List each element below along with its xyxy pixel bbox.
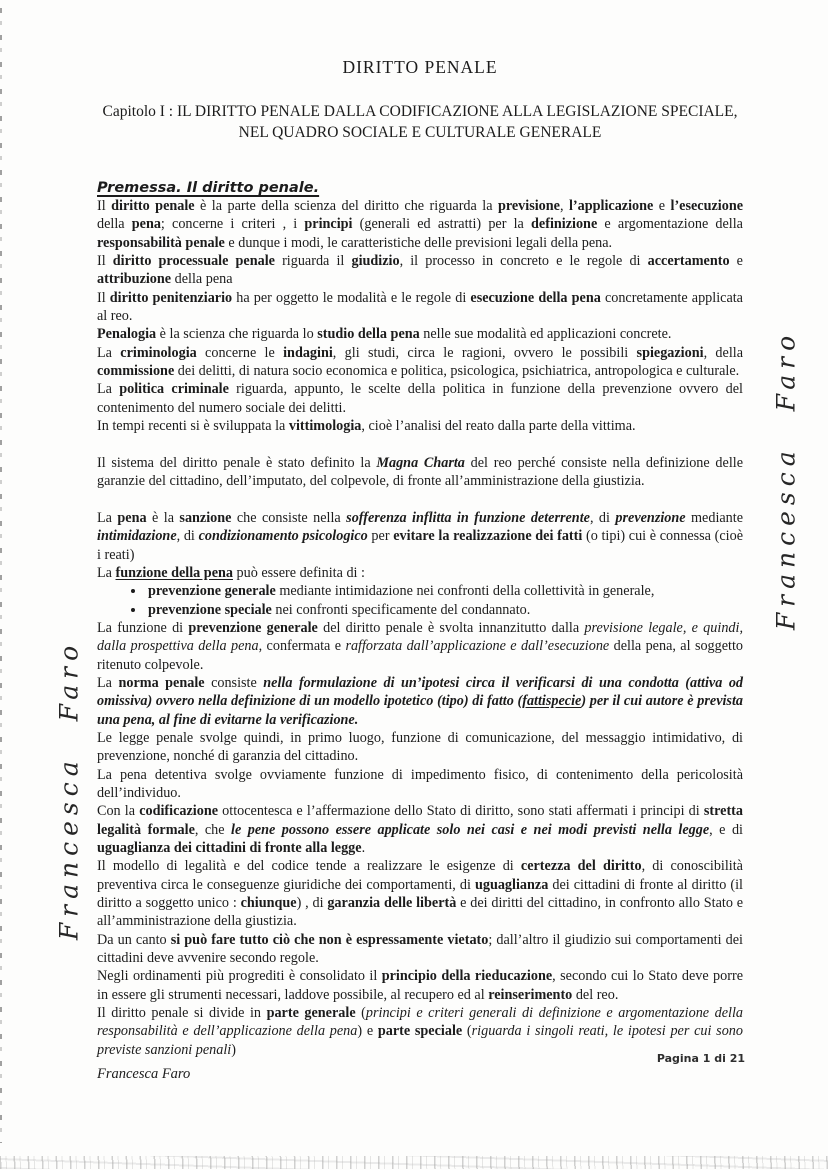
paragraph: [97, 197, 743, 252]
paragraph: [97, 931, 743, 968]
text-run: ; concerne i criteri , i: [160, 216, 305, 233]
text-run: ) e: [357, 1023, 378, 1040]
text-run: ha per oggetto le modalità e le regole di: [232, 289, 471, 306]
text-run: sanzione: [179, 509, 232, 526]
text-run: nella formulazione di un’ipotesi circa il verificarsi di una condotta (attiva od omissiva) ovvero nella definizione di un modello ipotetico (tipo) di fatto (: [97, 674, 744, 710]
text-run: previsione: [497, 198, 560, 214]
text-run: stretta legalità formale: [97, 803, 744, 838]
paragraph-gap: [97, 435, 743, 453]
text-run: ) per il cui autore è prevista una pena, al fine di evitarne la verificazione.: [97, 693, 743, 728]
text-run: Il sistema del diritto penale è stato definito la: [97, 454, 377, 471]
text-run: mediante: [685, 509, 744, 526]
text-run: , cioè l’analisi del reato dalla parte della vittima.: [361, 418, 636, 435]
text-run: l’applicazione: [568, 198, 654, 214]
text-run: reinserimento: [488, 986, 573, 1003]
text-run: Il: [97, 289, 110, 306]
paragraph: [97, 564, 743, 582]
text-run: La funzione di: [97, 619, 189, 636]
text-run: indagini: [283, 344, 333, 361]
text-run: La pena detentiva svolge ovviamente funzione di impedimento fisico, di contenimento della pericolosità dell’individuo.: [97, 766, 743, 801]
text-run: prevenzione speciale: [148, 601, 272, 618]
text-run: , e di: [709, 821, 743, 838]
text-run: diritto processuale penale: [112, 253, 275, 270]
text-run: Il: [97, 253, 113, 270]
chapter-heading: Capitolo I : IL DIRITTO PENALE DALLA CODIFICAZIONE ALLA LEGISLAZIONE SPECIALE, NEL QUADRO SOCIALE E CULTURALE GENERALE: [102, 103, 738, 141]
text-run: ; dall’altro il giudizio sui comportamenti dei cittadini deve avvenire secondo regole.: [97, 931, 743, 967]
text-run: uguaglianza dei cittadini di fronte alla legge: [97, 840, 362, 857]
document-title: DIRITTO PENALE: [342, 57, 498, 77]
text-run: concretamente applicata al reo.: [97, 289, 743, 325]
text-run: (: [355, 1005, 366, 1022]
text-run: giudizio: [351, 253, 400, 270]
bullet-list: [97, 582, 743, 619]
text-run: norma penale: [118, 674, 205, 691]
bullet-item: [146, 582, 743, 600]
text-run: studio della pena: [317, 326, 420, 343]
paragraph: [97, 289, 743, 326]
watermark-left: Francesca Faro: [54, 639, 84, 941]
text-run: rafforzata dall’applicazione e dall’esecuzione: [345, 638, 610, 655]
section-heading-wrap: [97, 143, 743, 197]
text-run: dei cittadini di fronte al diritto (il diritto a soggetto unico :: [97, 876, 743, 912]
text-run: Con la: [97, 803, 140, 820]
text-run: riguarda i singoli reati, le ipotesi per cui sono previste sanzioni penali: [97, 1023, 743, 1058]
text-run: pena: [131, 216, 161, 233]
paragraph: [97, 674, 743, 729]
text-run: La: [97, 344, 121, 361]
text-run: commissione: [97, 363, 175, 380]
text-run: (: [462, 1023, 472, 1040]
text-run: dei delitti, di natura socio economica e politica, psicologica, psichiatrica, antropologica e culturale.: [174, 363, 740, 380]
paragraph: [97, 857, 743, 930]
text-run: fattispecie: [522, 693, 582, 710]
text-run: e dunque i modi, le caratteristiche delle previsioni legali della pena.: [224, 234, 613, 251]
text-run: parte speciale: [377, 1023, 463, 1040]
text-run: consiste: [204, 674, 264, 691]
text-run: riguarda, appunto, le scelte della politica in funzione della prevenzione ovvero del contenimento del numero sociale dei delitti.: [97, 381, 743, 416]
text-run: .: [361, 840, 366, 857]
text-run: e dei diritti del cittadino, in confronto allo Stato e all’amministrazione della giustizia.: [97, 895, 744, 930]
paragraph: [97, 325, 743, 343]
text-run: responsabilità penale: [97, 234, 225, 251]
scan-noise-artifact: [0, 1156, 828, 1169]
paragraph: [97, 252, 743, 289]
text-run: La: [97, 674, 119, 691]
text-run: principi: [304, 216, 353, 233]
text-run: Magna Charta: [376, 454, 465, 471]
text-run: Il modello di legalità e del codice tende a realizzare le esigenze di: [97, 858, 521, 875]
text-run: evitare la realizzazione dei fatti: [393, 528, 583, 545]
text-run: La: [97, 509, 118, 526]
text-run: politica criminale: [119, 381, 229, 398]
document-body: [97, 197, 743, 1059]
text-run: , secondo cui lo Stato deve porre in essere gli strumenti necessari, laddove possibile, al recupero ed al: [97, 968, 743, 1003]
text-run: parte generale: [266, 1005, 356, 1022]
text-run: , il processo in concreto e le regole di: [399, 253, 648, 270]
text-run: riguarda il: [274, 253, 352, 270]
paragraph-gap: [97, 491, 743, 509]
paragraph: [97, 766, 743, 803]
text-run: principi e criteri generali di definizione e argomentazione della responsabilità e dell’applicazione della pena: [97, 1005, 744, 1040]
text-run: è la: [146, 509, 180, 526]
text-run: , della: [703, 344, 743, 361]
text-run: prevenzione: [615, 509, 686, 526]
text-run: Le legge penale svolge quindi, in primo luogo, funzione di comunicazione, del messaggio intimidativo, di prevenzione, nonché di garanzia del cittadino.: [97, 729, 743, 765]
section-heading: Premessa. Il diritto penale.: [97, 180, 320, 196]
text-run: della: [97, 216, 132, 233]
paragraph: [97, 967, 743, 1004]
page-number: Pagina 1 di 21: [656, 1052, 745, 1065]
text-run: , di: [176, 528, 199, 545]
paragraph: [97, 802, 743, 857]
paragraph: [97, 509, 743, 564]
text-run: certezza del diritto: [520, 858, 642, 875]
text-run: diritto penale: [111, 198, 195, 214]
text-run: è la parte della scienza del diritto che riguarda la: [194, 198, 498, 214]
text-run: pena: [117, 509, 147, 526]
paragraph: [97, 380, 743, 417]
text-run: chiunque: [240, 895, 297, 912]
text-run: spiegazioni: [636, 344, 704, 361]
text-run: Da un canto: [97, 931, 171, 948]
text-run: le pene possono essere applicate solo nei casi e nei modi previsti nella legge: [231, 821, 710, 838]
text-run: Negli ordinamenti più progrediti è consolidato il: [97, 968, 382, 985]
text-run: per: [367, 528, 394, 545]
text-run: concerne le: [196, 344, 284, 361]
scan-edge-artifact: [0, 8, 2, 1143]
text-run: ): [231, 1041, 236, 1058]
text-run: può essere definita di :: [232, 564, 365, 581]
text-run: Il diritto penale si divide in: [97, 1005, 267, 1022]
text-run: sofferenza inflitta in funzione deterrente: [346, 509, 590, 526]
text-run: diritto penitenziario: [109, 289, 233, 306]
text-run: definizione: [531, 216, 598, 233]
text-run: e: [653, 198, 671, 214]
text-run: è la scienza che riguarda lo: [156, 326, 318, 343]
text-run: della pena, al soggetto ritenuto colpevole.: [97, 638, 744, 673]
text-run: attribuzione: [97, 271, 172, 288]
text-run: Il: [97, 198, 112, 214]
text-run: nelle sue modalità ed applicazioni concrete.: [419, 326, 672, 343]
paragraph: [97, 417, 743, 435]
text-run: della pena: [171, 271, 233, 288]
paragraph: [97, 729, 743, 766]
paragraph: [97, 1004, 743, 1059]
watermark-right: Francesca Faro: [771, 329, 801, 631]
text-run: del reo perché consiste nella definizione delle garanzie del cittadino, dell’imputato, del colpevole, di fronte all’amministrazione della giustizia.: [97, 454, 743, 490]
text-run: intimidazione: [97, 528, 177, 545]
text-run: In tempi recenti si è sviluppata la: [97, 418, 289, 435]
text-run: funzione della pena: [115, 564, 233, 581]
text-run: Penalogia: [97, 326, 157, 343]
text-run: mediante intimidazione nei confronti della collettività in generale,: [275, 583, 655, 600]
text-run: si può fare tutto ciò che non è espressamente vietato: [170, 931, 489, 948]
text-run: principio della rieducazione: [381, 968, 553, 985]
text-run: uguaglianza: [474, 876, 549, 893]
text-run: , confermata e: [258, 638, 346, 655]
text-run: ) , di: [296, 895, 328, 912]
text-run: codificazione: [139, 803, 219, 820]
text-run: del diritto penale è svolta innanzitutto dalla: [317, 619, 585, 636]
text-run: , di: [589, 509, 616, 526]
text-run: criminologia: [120, 344, 197, 361]
text-run: , gli studi, circa le ragioni, ovvero le possibili: [332, 344, 637, 361]
paragraph: [97, 619, 743, 674]
text-run: , che: [194, 821, 232, 838]
text-run: previsione legale, e quindi, dalla prospettiva della pena: [97, 619, 743, 655]
text-run: La: [97, 381, 120, 398]
text-run: ,: [559, 198, 569, 214]
text-run: e argomentazione della: [597, 216, 743, 233]
text-run: l’esecuzione: [670, 198, 744, 214]
text-run: del reo.: [572, 986, 619, 1003]
text-run: vittimologia: [288, 418, 362, 435]
text-run: accertamento: [647, 253, 730, 270]
bullet-item: [146, 601, 743, 619]
paragraph: [97, 454, 743, 491]
text-run: prevenzione generale: [148, 583, 276, 600]
text-run: (generali ed astratti) per la: [352, 216, 532, 233]
text-run: e: [729, 253, 743, 270]
text-run: , di conoscibilità preventiva circa le conseguenze giuridiche dei comportamenti, di: [97, 858, 743, 893]
paragraph: [97, 344, 743, 381]
text-run: condizionamento psicologico: [198, 528, 368, 545]
text-run: garanzia delle libertà: [327, 895, 457, 912]
text-run: nei confronti specificamente del condannato.: [271, 601, 531, 618]
text-run: (o tipi) cui è connessa (cioè i reati): [97, 528, 743, 563]
author-signature: Francesca Faro: [97, 1066, 191, 1082]
text-run: La: [97, 564, 116, 581]
document-content: [97, 0, 743, 1059]
text-run: esecuzione della pena: [470, 289, 601, 306]
text-run: che consiste nella: [231, 509, 347, 526]
text-run: ottocentesca e l’affermazione dello Stato di diritto, sono stati affermati i principi di: [218, 803, 704, 820]
text-run: prevenzione generale: [188, 619, 318, 636]
